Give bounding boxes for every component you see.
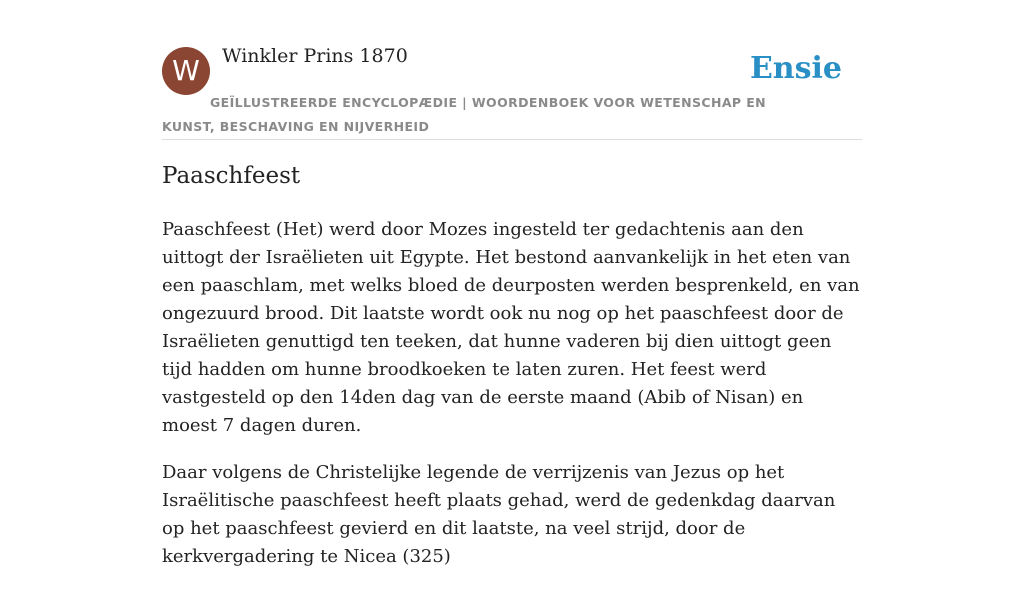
- entry-title: Paaschfeest: [162, 163, 301, 189]
- entry-paragraph: Paaschfeest (Het) werd door Mozes ingesteld ter gedachtenis aan den uittogt der Israëlieten uit Egypte. Het bestond aanvankelijk in het eten van een paaschlam, met welks bloed de deurposten werden besprenkeld, en van ongezuurd brood. Dit laatste wordt ook nu nog op het paaschfeest door de Israëlieten genuttigd ten teeken, dat hunne vaderen bij dien uittogt geen tijd hadden om hunne broodkoeken te laten zuren. Het feest werd vastgesteld op den 14den dag van de eerste maand (Abib of Nisan) en moest 7 dagen duren.: [162, 219, 860, 436]
- entry-paragraph: Daar volgens de Christelijke legende de verrijzenis van Jezus op het Israëlitische paaschfeest heeft plaats gehad, werd de gedenkdag daarvan op het paaschfeest gevierd en dit laatste, na veel strijd, door de kerkvergadering te Nicea (325): [162, 462, 836, 567]
- avatar[interactable]: W: [162, 47, 210, 95]
- source-subtitle: GEÏLLUSTREERDE ENCYCLOPÆDIE | WOORDENBOEK VOOR WETENSCHAP EN KUNST, BESCHAVING EN NIJVERHEID: [162, 95, 767, 134]
- brand-logo-link[interactable]: Ensie: [749, 51, 842, 86]
- source-title[interactable]: Winkler Prins 1870: [222, 45, 408, 67]
- header: [162, 0, 862, 140]
- entry-body: [162, 216, 862, 590]
- page: [162, 0, 862, 567]
